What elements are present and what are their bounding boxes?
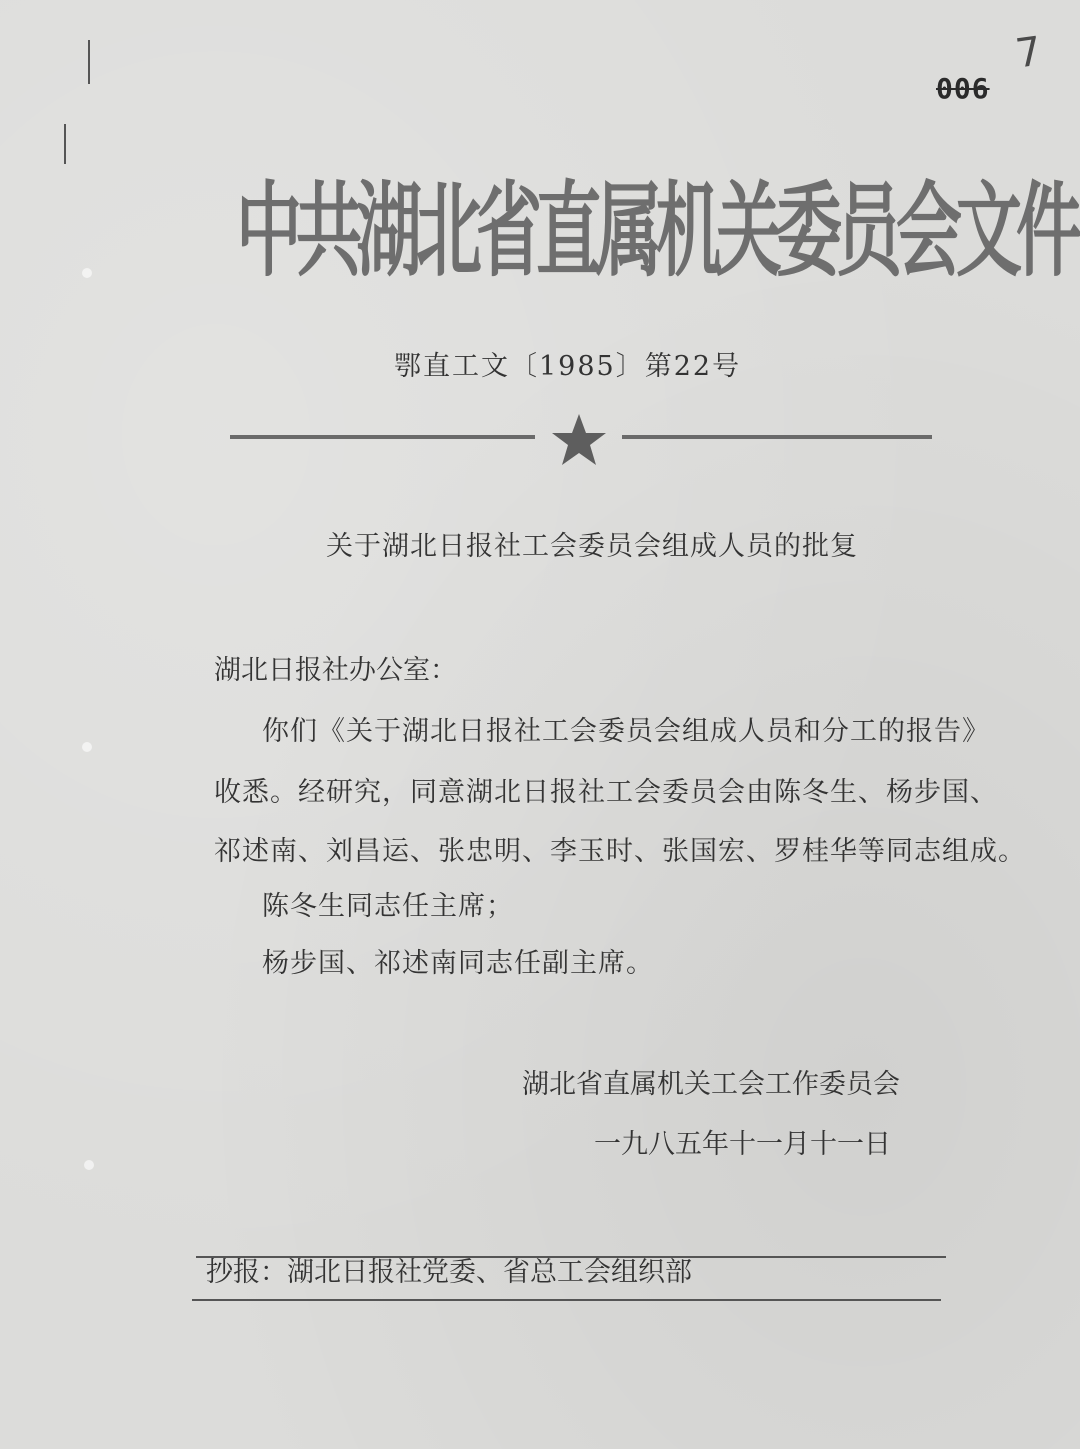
recipient: 湖北日报社办公室： (214, 655, 457, 686)
punch-hole (82, 268, 92, 278)
separator-rule-left (230, 435, 535, 439)
body-paragraph-line: 陈冬生同志任主席； (262, 891, 514, 922)
margin-scratch-mark (88, 40, 90, 84)
star-icon (549, 412, 609, 468)
body-paragraph-line: 杨步国、祁述南同志任副主席。 (262, 948, 654, 979)
punch-hole (84, 1160, 94, 1170)
issuer-signature: 湖北省直属机关工会工作委员会 (522, 1069, 900, 1100)
handwritten-page-mark: 7 (1012, 28, 1045, 78)
body-paragraph-line: 收悉。经研究，同意湖北日报社工会委员会由陈冬生、杨步国、 (214, 777, 998, 808)
document-number: 鄂直工文〔1985〕第22号 (394, 351, 742, 382)
page-number: 006 (936, 72, 990, 105)
separator-rule-right (622, 435, 932, 439)
body-paragraph-line: 你们《关于湖北日报社工会委员会组成人员和分工的报告》 (262, 716, 990, 747)
cc-bottom-rule (192, 1299, 941, 1301)
punch-hole (82, 742, 92, 752)
document-header-title: 中共湖北省直属机关委员会文件 (236, 171, 1076, 291)
document-subject: 关于湖北日报社工会委员会组成人员的批复 (326, 531, 858, 562)
body-paragraph-line: 祁述南、刘昌运、张忠明、李玉时、张国宏、罗桂华等同志组成。 (214, 836, 1026, 867)
margin-scratch-mark (64, 124, 66, 164)
issue-date: 一九八五年十一月十一日 (594, 1129, 891, 1160)
cc-recipients: 抄报：湖北日报社党委、省总工会组织部 (206, 1257, 692, 1288)
